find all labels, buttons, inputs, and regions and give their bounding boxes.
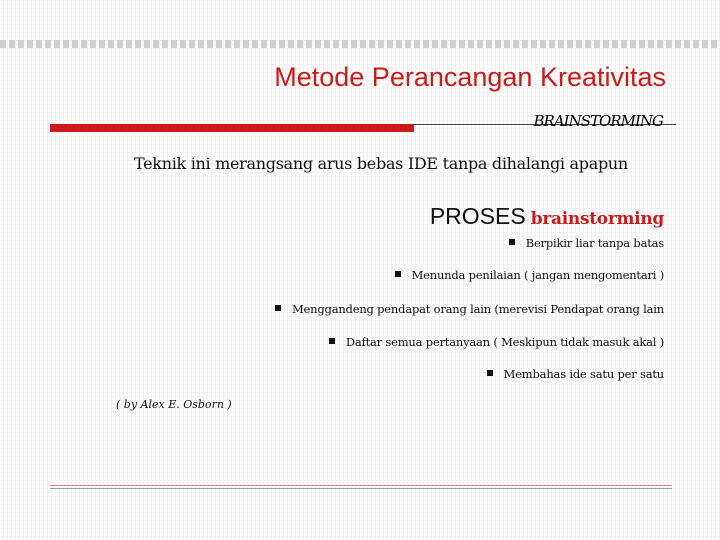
step-item-2 xyxy=(395,268,664,282)
step-item-1 xyxy=(509,236,664,250)
step-text: Menggandeng pendapat orang lain (merevisi Pendapat orang lain xyxy=(291,302,664,316)
square-bullet-icon xyxy=(275,305,281,311)
square-bullet-icon xyxy=(487,370,493,376)
square-bullet-icon xyxy=(329,338,335,344)
step-text: Membahas ide satu per satu xyxy=(503,367,664,381)
footer-rule-red xyxy=(50,485,672,486)
proses-label: PROSES xyxy=(429,203,526,229)
step-text: Menunda penilaian ( jangan mengomentari ) xyxy=(411,268,664,282)
top-dotted-border xyxy=(0,40,720,48)
step-item-5 xyxy=(487,367,664,381)
slide-title: Metode Perancangan Kreativitas xyxy=(274,62,666,92)
proses-heading xyxy=(430,203,664,230)
step-text: Berpikir liar tanpa batas xyxy=(525,236,664,250)
intro-text: Teknik ini merangsang arus bebas IDE tanpa dihalangi apapun xyxy=(134,154,628,173)
step-text: Daftar semua pertanyaan ( Meskipun tidak masuk akal ) xyxy=(345,335,664,349)
proses-sublabel: brainstorming xyxy=(530,209,664,229)
slide-subtitle: BRAINSTORMING xyxy=(533,112,663,130)
attribution: ( by Alex E. Osborn ) xyxy=(116,398,232,411)
square-bullet-icon xyxy=(395,271,401,277)
step-item-3 xyxy=(275,302,664,316)
square-bullet-icon xyxy=(509,239,515,245)
step-item-4 xyxy=(329,335,664,349)
footer-rule-gray xyxy=(50,488,672,489)
title-accent-bar xyxy=(50,124,414,132)
